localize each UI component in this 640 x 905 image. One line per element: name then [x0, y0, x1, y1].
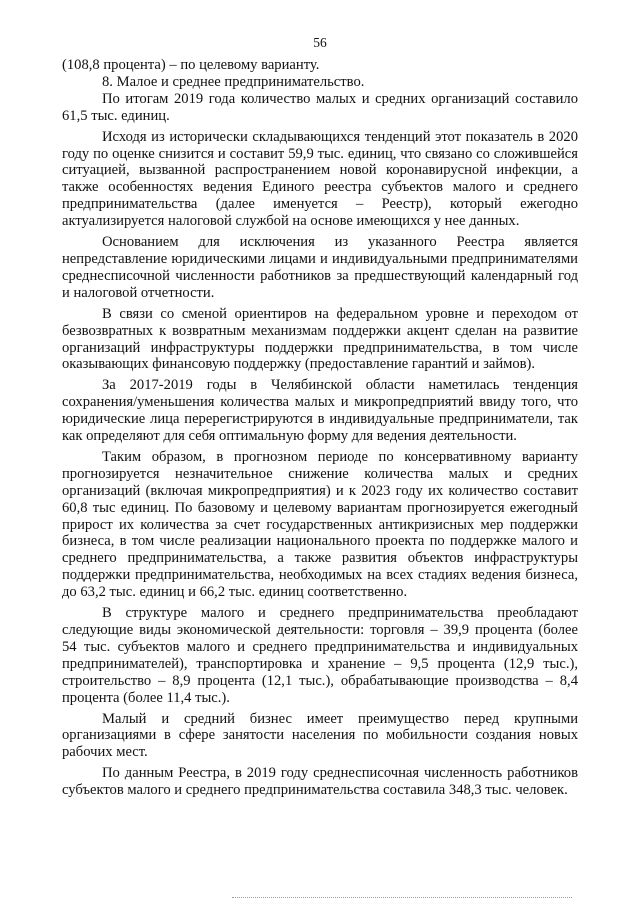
- paragraph: По итогам 2019 года количество малых и средних организаций составило 61,5 тыс. единиц.: [62, 90, 578, 124]
- paragraph-continuation: (108,8 процента) – по целевому варианту.: [62, 57, 320, 73]
- paragraph: Исходя из исторически складывающихся тенденций этот показатель в 2020 году по оценке снизится и составит 59,9 тыс. единиц, что связано со сложившейся ситуацией, вызванной распространением новой коронавирусной инфекции, а также особенностях ведения Единого реестра субъектов малого и среднего предпринимательства (далее именуется – Реестр), который ежегодно актуализируется налоговой службой на основе имеющихся у нее данных.: [62, 128, 578, 230]
- paragraph: По данным Реестра, в 2019 году среднесписочная численность работников субъектов малого и среднего предпринимательства составила 348,3 тыс. человек.: [62, 765, 578, 799]
- paragraph: Таким образом, в прогнозном периоде по консервативному варианту прогнозируется незначительное снижение количества малых и средних организаций (включая микропредприятия) и к 2023 году их количество составит 60,8 тыс единиц. По базовому и целевому вариантам прогнозируется ежегодный прирост их количества за счет государственных антикризисных мер поддержки бизнеса, в том числе реализации национального проекта по поддержке малого и среднего предпринимательства, а также развития объектов инфраструктуры поддержки предпринимательства, необходимых на всех стадиях ведения бизнеса, до 63,2 тыс. единиц и 66,2 тыс. единиц соответственно.: [62, 448, 578, 601]
- scan-edge-line: [232, 897, 572, 898]
- page-number: 56: [313, 35, 327, 50]
- paragraph: В связи со сменой ориентиров на федеральном уровне и переходом от безвозвратных к возвратным механизмам поддержки акцент сделан на развитие организаций инфраструктуры поддержки предпринимательства, в том числе оказывающих финансовую поддержку (предоставление гарантий и займов).: [62, 305, 578, 373]
- paragraph: В структуре малого и среднего предпринимательства преобладают следующие виды экономической деятельности: торговля – 39,9 процента (более 54 тыс. субъектов малого и среднего предпринимательства и индивидуальных предпринимателей), транспортировка и хранение – 9,5 процента (12,9 тыс.), строительство – 8,9 процента (12,1 тыс.), обрабатывающие производства – 8,4 процента (более 11,4 тыс.).: [62, 605, 578, 706]
- paragraph: Основанием для исключения из указанного Реестра является непредставление юридическими лицами и индивидуальными предпринимателями среднесписочной численности работников за предшествующий календарный год и налоговой отчетности.: [62, 234, 578, 301]
- document-body: [62, 57, 578, 799]
- paragraph: Малый и средний бизнес имеет преимущество перед крупными организациями в сфере занятости населения по мобильности создания новых рабочих мест.: [62, 710, 578, 761]
- section-heading: 8. Малое и среднее предпринимательство.: [102, 73, 365, 90]
- paragraph: За 2017-2019 годы в Челябинской области наметилась тенденция сохранения/уменьшения количества малых и микропредприятий ввиду того, что юридические лица перерегистрируются в индивидуальные предприниматели, так как определяют для себя оптимальную форму для ведения деятельности.: [62, 377, 578, 445]
